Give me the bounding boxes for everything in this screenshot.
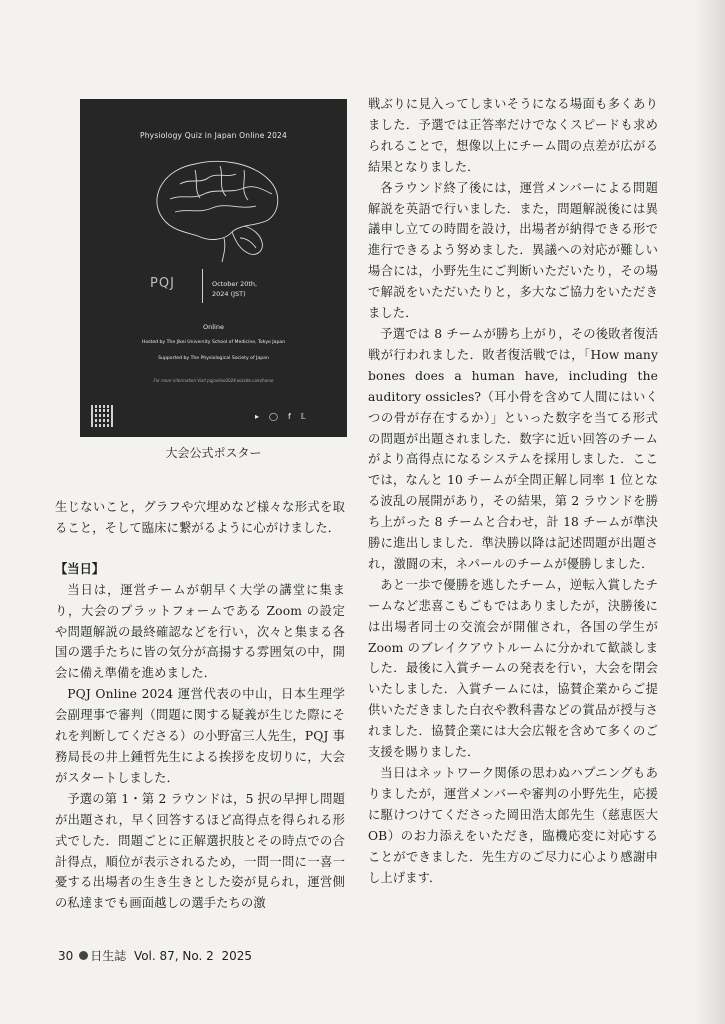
poster-date — [212, 279, 257, 299]
journal-mark-icon — [79, 951, 88, 960]
paragraph: 当日はネットワーク関係の思わぬハプニングもありましたが，運営メンバーや審判の小野先生，応援に駆けつけてくださった岡田浩太郎先生（慈恵医大 OB）のお力添えをいただき，臨機応変に対応することができました．先生方のご尽力に心より感謝申し上げます． — [368, 766, 658, 885]
event-poster — [80, 99, 347, 437]
paragraph: PQJ Online 2024 運営代表の中山，日本生理学会副理事で審判（問題に関する疑義が生じた際にそれを判断してくださる）の小野富三人先生，PQJ 事務局長の井上鍾哲先生による挨拶を皮切りに，大会がスタートしました． — [55, 687, 345, 785]
paragraph: 戦ぶりに見入ってしまいそうになる場面も多くありました．予選では正答率だけでなくスピードも求められることで，想像以上にチーム間の点差が広がる結果となりました． — [368, 97, 658, 174]
poster-supported: Supported by The Physiological Society of Japan — [158, 356, 269, 361]
poster-hosted: Hosted by The Jikei University School of Medicine, Tokyo Japan — [141, 340, 286, 345]
instagram-icon: ◯ — [269, 412, 288, 421]
poster-caption: 大会公式ポスター — [165, 446, 262, 460]
journal-volume: Vol. 87, No. 2 — [133, 949, 214, 963]
paragraph: 各ラウンド終了後には，運営メンバーによる問題解説を英語で行いました．また，問題解説後には異議申し立ての時間を設け，出場者が納得できる形で進行できるよう努めました．異議への対応が難しい場合には，小野先生にご判断いただいたり，その場で解説をいただいたりと，多大なご協力をいただきました． — [368, 180, 658, 321]
poster-date-line2: 2024 (JST) — [212, 290, 246, 298]
x-icon: 𝕃 — [300, 412, 317, 421]
paragraph: 当日は，運営チームが朝早く大学の講堂に集まり，大会のプラットフォームである Zoom の設定や問題解説の最終確認などを行い，次々と集まる各国の選手たちに皆の気分が高揚する雰囲気の中，開会に備え準備を進めました． — [55, 582, 345, 681]
poster-date-line1: October 20th, — [212, 280, 258, 288]
section-heading: 【当日】 — [55, 560, 105, 576]
poster-divider — [202, 269, 203, 303]
brain-icon — [140, 154, 288, 264]
left-column — [55, 497, 345, 914]
right-column — [368, 94, 658, 888]
poster-online: Online — [203, 323, 224, 331]
journal-name: 日生誌 — [90, 949, 127, 963]
poster-info: For more information Visit pqjonline2024.wixsite.com/home — [153, 378, 274, 383]
page-footer — [58, 947, 252, 964]
journal-year: 2025 — [221, 949, 252, 963]
qr-code-icon — [91, 405, 113, 427]
facebook-icon: f — [287, 412, 301, 421]
pqj-logo: PQJ — [150, 276, 175, 291]
paragraph: 生じないこと，グラフや穴埋めなど様々な形式を取ること，そして臨床に繋がるように心がけました． — [55, 500, 345, 535]
paragraph: あと一歩で優勝を逃したチーム，逆転入賞したチームなど悲喜こもごもではありましたが，決勝後には出場者同士の交流会が開催され，各国の学生が Zoom のブレイクアウトルームに分かれて歓談しました．最後に入賞チームの発表を行い，大会を閉会いたしました．入賞チームには，協賛企業からご提供いただきました白衣や教科書などの賞品が授与されました．協賛企業には大会広報を含めて多くのご支援を賜りました． — [368, 577, 658, 760]
page-number: 30 — [58, 949, 74, 963]
paragraph: 予選の第 1・第 2 ラウンドは，5 択の早押し問題が出題され，早く回答するほど高得点を得られる形式でした．問題ごとに正解選択肢とその時点での合計得点，順位が表示されるため，一問一問に一喜一憂する出場者の生き生きとした姿が見られ，運営側の私達までも画面越しの選手たちの激 — [55, 791, 345, 911]
paragraph: 予選では 8 チームが勝ち上がり，その後敗者復活戦が行われました．敗者復活戦では，「How many bones does a human have, including the auditory ossicles?（耳小骨を含めて人間にはいくつの骨が存在するか）」といった数字を当てる形式の問題が出題されました．数字に近い回答のチームがより高得点になるシステムを採用しました．ここでは，なんと 10 チームが全問正解し同率 1 位となる波乱の展開があり，その結果，第 2 ラウンドを勝ち上がった 8 チームと合わせ，計 18 チームが準決勝に進出しました．準決勝以降は記述問題が出題され，激闘の末，ネパールのチームが優勝しました． — [368, 326, 658, 571]
page-edge-shadow — [695, 0, 725, 1024]
youtube-icon: ▸ — [255, 412, 270, 421]
social-icons — [255, 412, 316, 421]
poster-title: Physiology Quiz in Japan Online 2024 — [140, 131, 287, 140]
